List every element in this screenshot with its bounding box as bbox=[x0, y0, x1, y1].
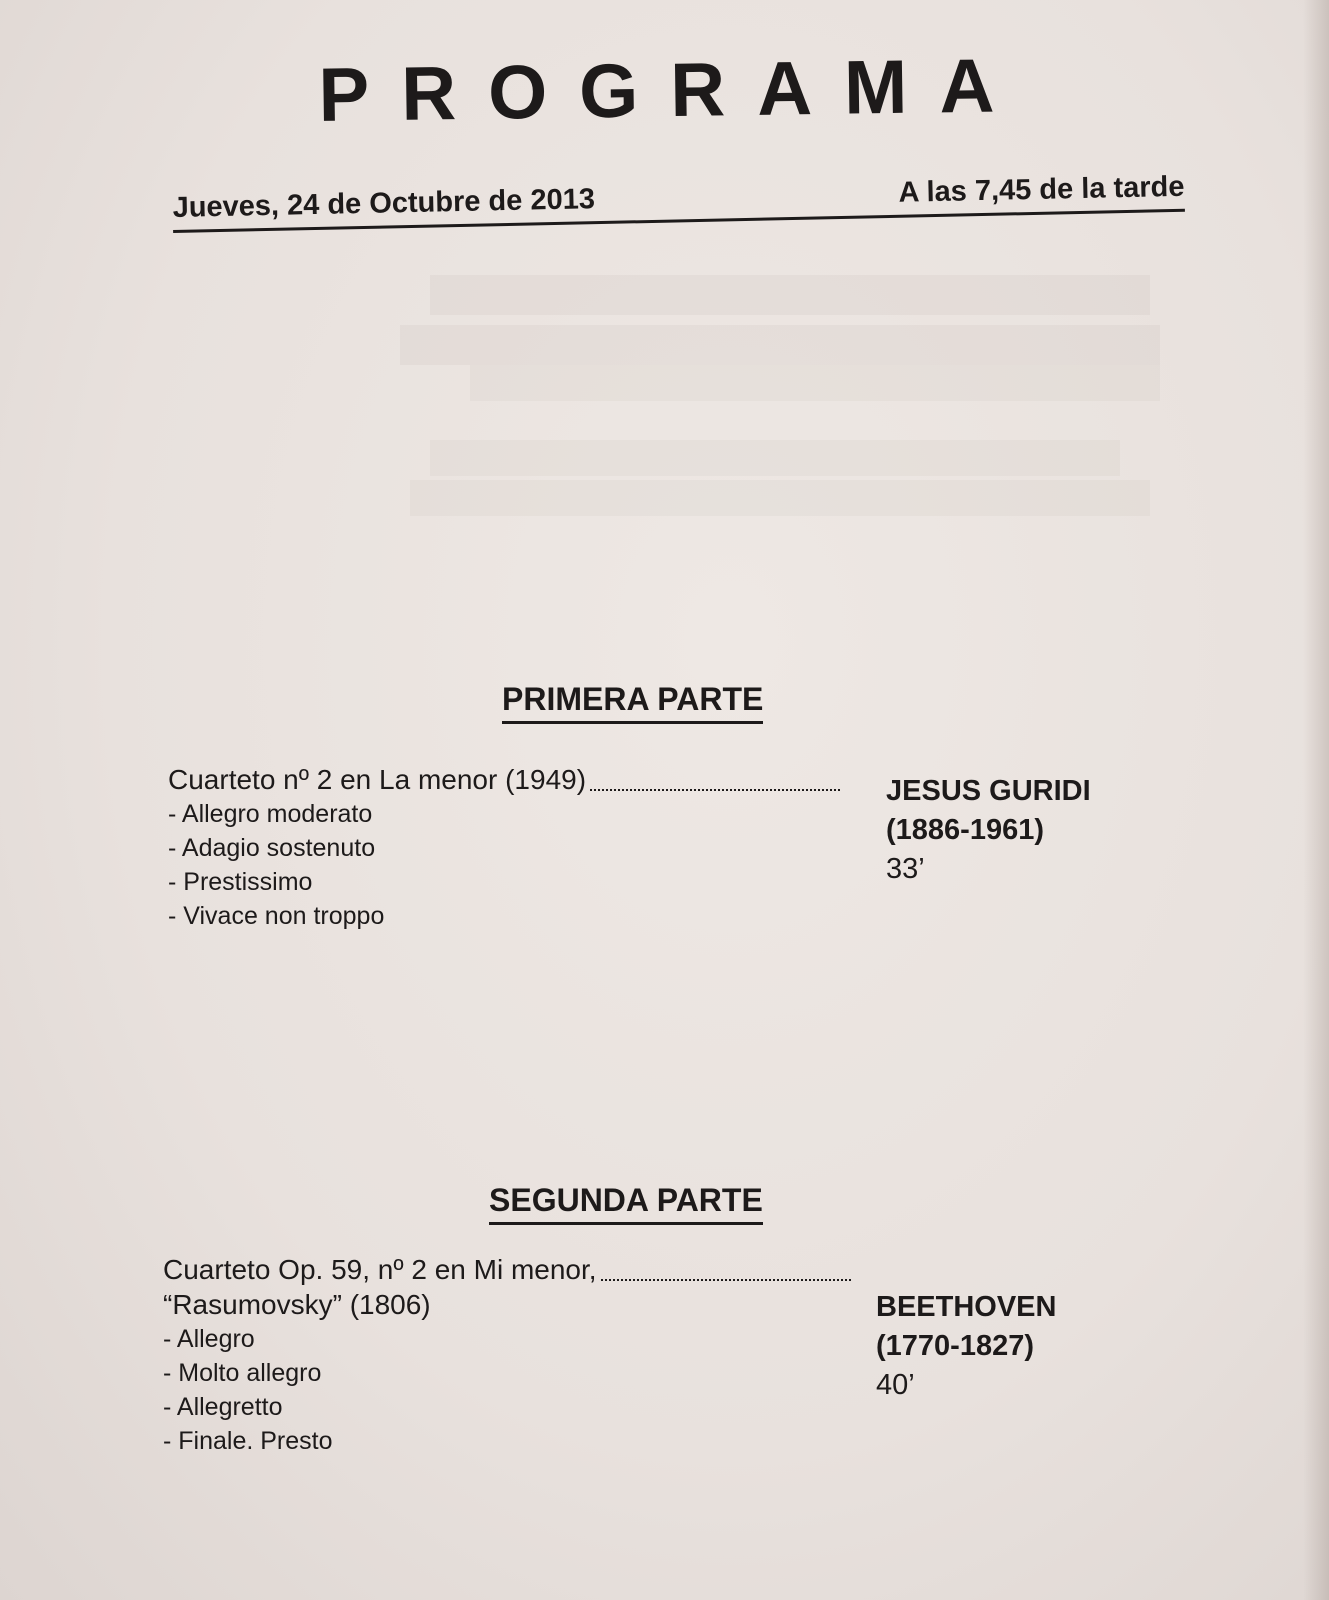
movement-item: - Molto allegro bbox=[163, 1359, 322, 1387]
work-duration: 40’ bbox=[876, 1368, 915, 1401]
work-duration: 33’ bbox=[886, 852, 925, 885]
composer-years: (1886-1961) bbox=[886, 813, 1044, 846]
movement-item: - Prestissimo bbox=[168, 868, 313, 896]
movement-item: - Finale. Presto bbox=[163, 1427, 333, 1455]
segunda-parte-work bbox=[163, 1252, 863, 1458]
movement-item: - Allegro bbox=[163, 1325, 255, 1353]
leader-dots bbox=[601, 1278, 851, 1281]
segunda-parte-heading: SEGUNDA PARTE bbox=[489, 1183, 763, 1225]
concert-time: A las 7,45 de la tarde bbox=[898, 170, 1185, 209]
work-title: Cuarteto nº 2 en La menor (1949) bbox=[168, 764, 587, 795]
primera-parte-heading: PRIMERA PARTE bbox=[502, 682, 763, 724]
work-title-row bbox=[163, 1252, 863, 1287]
primera-parte-composer bbox=[886, 772, 1091, 889]
composer-years: (1770-1827) bbox=[876, 1329, 1034, 1362]
movement-item: - Adagio sostenuto bbox=[168, 834, 376, 862]
primera-parte-work bbox=[168, 762, 878, 933]
page-title: PROGRAMA bbox=[317, 43, 1027, 138]
date-time-header bbox=[172, 157, 1185, 233]
composer-name: JESUS GURIDI bbox=[886, 775, 1091, 807]
work-title-line-1: Cuarteto Op. 59, nº 2 en Mi menor, bbox=[163, 1254, 597, 1285]
show-through-shape bbox=[470, 365, 1160, 401]
movement-item: - Allegro moderato bbox=[168, 800, 373, 828]
show-through-shape bbox=[410, 480, 1150, 516]
show-through-shape bbox=[430, 440, 1120, 476]
show-through-shape bbox=[430, 275, 1150, 315]
page-edge-shadow bbox=[1303, 0, 1329, 1600]
composer-name: BEETHOVEN bbox=[876, 1291, 1057, 1323]
movement-item: - Allegretto bbox=[163, 1393, 283, 1421]
segunda-parte-composer bbox=[876, 1288, 1056, 1405]
concert-date: Jueves, 24 de Octubre de 2013 bbox=[172, 183, 596, 224]
show-through-shape bbox=[400, 325, 1160, 365]
leader-dots bbox=[590, 788, 840, 791]
movement-item: - Vivace non troppo bbox=[168, 902, 385, 930]
work-title-line-2: “Rasumovsky” (1806) bbox=[163, 1289, 431, 1320]
work-title-row bbox=[168, 762, 878, 797]
